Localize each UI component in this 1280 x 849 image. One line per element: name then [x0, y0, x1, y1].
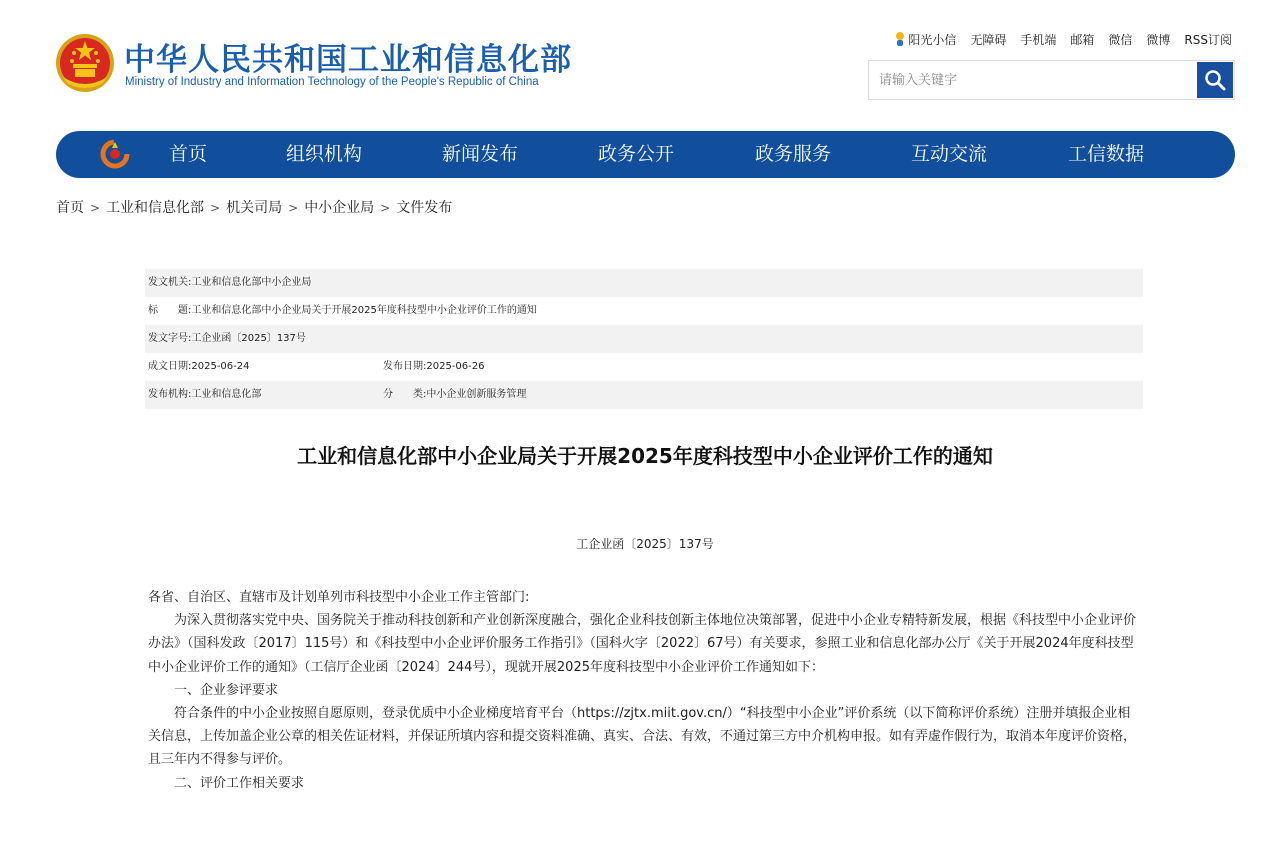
- mascot-icon: [894, 31, 906, 47]
- info-row-issuer: [145, 269, 1143, 297]
- info-row-subject: [145, 297, 1143, 325]
- info-docno: 工企业函〔2025〕137号: [191, 333, 306, 344]
- info-label: 标 题:: [148, 305, 192, 316]
- breadcrumb-ministry[interactable]: 工业和信息化部: [106, 200, 205, 216]
- search-input[interactable]: [869, 61, 1194, 99]
- document-info-table: [145, 269, 1143, 409]
- breadcrumb: 首页 > 工业和信息化部 > 机关司局 > 中小企业局 > 文件发布: [56, 200, 453, 216]
- main-nav: [56, 131, 1235, 178]
- info-subject: 工业和信息化部中小企业局关于开展2025年度科技型中小企业评价工作的通知: [191, 305, 537, 316]
- top-link-rss[interactable]: RSS订阅: [1184, 33, 1232, 47]
- top-link-sunshine[interactable]: [894, 31, 956, 48]
- info-label: 发文字号:: [148, 333, 192, 344]
- site-header: [0, 0, 1280, 120]
- info-issuer: 工业和信息化部中小企业局: [191, 277, 312, 288]
- breadcrumb-sme-bureau[interactable]: 中小企业局: [304, 200, 375, 216]
- section-heading-1: 一、企业参评要求: [174, 682, 279, 698]
- miit-logo-icon[interactable]: [100, 139, 130, 169]
- breadcrumb-documents[interactable]: 文件发布: [396, 200, 453, 216]
- search-box: [868, 60, 1235, 100]
- info-published-date: 2025-06-26: [426, 361, 485, 372]
- article-body: [148, 586, 1143, 795]
- nav-news[interactable]: 新闻发布: [442, 143, 519, 165]
- nav-data[interactable]: 工信数据: [1068, 143, 1145, 165]
- nav-home[interactable]: 首页: [169, 143, 208, 165]
- info-row-dates: [145, 353, 1143, 381]
- article-title: 工业和信息化部中小企业局关于开展2025年度科技型中小企业评价工作的通知: [297, 444, 993, 468]
- search-button[interactable]: [1197, 62, 1233, 98]
- paragraph-requirements: 符合条件的中小企业按照自愿原则，登录优质中小企业梯度培育平台（https://zjtx.miit.gov.cn/）“科技型中小企业”评价系统（以下简称评价系统）注册并填报企业相关信息，上传加盖企业公章的相关佐证材料，并保证所填内容和提交资料准确、真实、合法、有效，不通过第三方中介机构申报。如有弄虚作假行为，取消本年度评价资格，且三年内不得参与评价。: [148, 706, 1137, 768]
- info-label: 分 类:: [383, 389, 427, 400]
- top-link-wechat[interactable]: 微信: [1108, 33, 1133, 47]
- info-label: 发布日期:: [383, 361, 427, 372]
- salutation: 各省、自治区、直辖市及计划单列市科技型中小企业工作主管部门:: [148, 590, 530, 605]
- top-link-weibo[interactable]: 微博: [1146, 33, 1171, 47]
- nav-interaction[interactable]: 互动交流: [911, 143, 988, 165]
- top-link-mobile[interactable]: 手机端: [1020, 33, 1057, 47]
- paragraph-intro: 为深入贯彻落实党中央、国务院关于推动科技创新和产业创新深度融合，强化企业科技创新主体地位决策部署，促进中小企业专精特新发展，根据《科技型中小企业评价办法》（国科发政〔2017〕115号）和《科技型中小企业评价服务工作指引》（国科火字〔2022〕67号）有关要求，参照工业和信息化部办公厅《关于开展2024年度科技型中小企业评价工作的通知》（工信厅企业函〔2024〕244号），现就开展2025年度科技型中小企业评价工作通知如下：: [148, 613, 1137, 675]
- section-heading-2: 二、评价工作相关要求: [174, 775, 305, 791]
- nav-government-affairs[interactable]: 政务公开: [598, 143, 675, 165]
- info-label: 发文机关:: [148, 277, 192, 288]
- site-title[interactable]: 中华人民共和国工业和信息化部: [124, 42, 572, 78]
- info-category: 中小企业创新服务管理: [426, 389, 527, 400]
- top-links: [894, 31, 1232, 48]
- info-written-date: 2025-06-24: [191, 361, 250, 372]
- info-label: 成文日期:: [148, 361, 192, 372]
- article-docno: 工企业函〔2025〕137号: [576, 537, 714, 551]
- site-subtitle: Ministry of Industry and Information Technology of the People's Republic of China: [125, 76, 539, 88]
- top-link-accessibility[interactable]: 无障碍: [970, 33, 1007, 47]
- info-org: 工业和信息化部: [191, 389, 262, 400]
- info-label: 发布机构:: [148, 389, 192, 400]
- national-emblem-icon[interactable]: [55, 33, 115, 93]
- search-icon: [1204, 69, 1226, 91]
- nav-organization[interactable]: 组织机构: [286, 143, 363, 165]
- breadcrumb-departments[interactable]: 机关司局: [226, 200, 283, 216]
- top-link-mail[interactable]: 邮箱: [1070, 33, 1095, 47]
- info-row-docno: [145, 325, 1143, 353]
- nav-services[interactable]: 政务服务: [755, 143, 832, 165]
- top-link-label: 阳光小信: [908, 33, 957, 47]
- info-row-org: [145, 381, 1143, 409]
- breadcrumb-home[interactable]: 首页: [56, 200, 84, 216]
